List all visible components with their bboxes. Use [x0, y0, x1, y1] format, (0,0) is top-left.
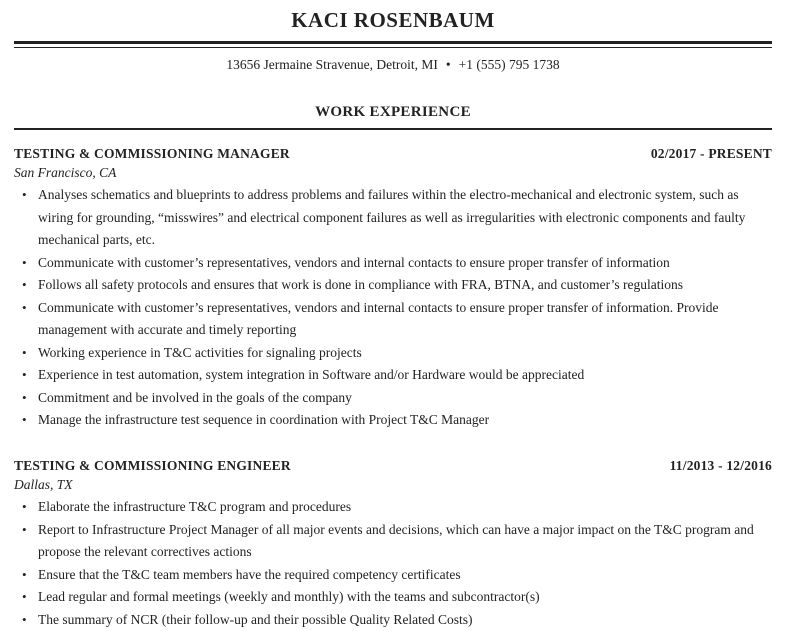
phone: +1 (555) 795 1738	[459, 57, 560, 72]
job-header	[14, 458, 772, 476]
bullet-item: • Follows all safety protocols and ensures that work is done in compliance with FRA, BTNA, and customer’s regulations	[14, 274, 772, 297]
job-entry	[14, 146, 772, 432]
section-title-work-experience: WORK EXPERIENCE	[0, 104, 786, 121]
section-rule	[14, 128, 772, 130]
bullet-item: • Analyses schematics and blueprints to address problems and failures within the electro-mechanical and electronic system, such as wiring for grounding, “misswires” and electrical component failures as well as irregularities with electronic components and faulty mechanical parts, etc.	[14, 184, 772, 252]
job-bullets	[14, 184, 772, 432]
address: 13656 Jermaine Stravenue, Detroit, MI	[226, 57, 437, 72]
bullet-item: • Report to Infrastructure Project Manager of all major events and decisions, which can have a major impact on the T&C program and propose the relevant correctives actions	[14, 519, 772, 564]
contact-separator: •	[446, 57, 451, 72]
bullet-item: • Manage the infrastructure test sequence in coordination with Project T&C Manager	[14, 409, 772, 432]
bullet-item: • Experience in test automation, system integration in Software and/or Hardware would be appreciated	[14, 364, 772, 387]
job-location: San Francisco, CA	[14, 164, 772, 182]
job-dates: 02/2017 - PRESENT	[651, 146, 772, 162]
bullet-item: • Commitment and be involved in the goals of the company	[14, 387, 772, 410]
job-location: Dallas, TX	[14, 476, 772, 494]
job-dates: 11/2013 - 12/2016	[670, 458, 772, 474]
job-title: TESTING & COMMISSIONING ENGINEER	[14, 458, 291, 474]
job-bullets	[14, 496, 772, 631]
bullet-item: • Working experience in T&C activities for signaling projects	[14, 342, 772, 365]
job-entry	[14, 458, 772, 631]
bullet-item: • The summary of NCR (their follow-up and their possible Quality Related Costs)	[14, 609, 772, 631]
candidate-name: KACI ROSENBAUM	[0, 8, 786, 33]
header-rule-thick	[14, 41, 772, 44]
bullet-item: • Ensure that the T&C team members have the required competency certificates	[14, 564, 772, 587]
bullet-item: • Communicate with customer’s representatives, vendors and internal contacts to ensure proper transfer of information	[14, 252, 772, 275]
bullet-item: • Elaborate the infrastructure T&C program and procedures	[14, 496, 772, 519]
header-rule-thin	[14, 47, 772, 48]
contact-line	[0, 57, 786, 73]
job-title: TESTING & COMMISSIONING MANAGER	[14, 146, 290, 162]
bullet-item: • Lead regular and formal meetings (weekly and monthly) with the teams and subcontractor(s)	[14, 586, 772, 609]
job-header	[14, 146, 772, 164]
bullet-item: • Communicate with customer’s representatives, vendors and internal contacts to ensure proper transfer of information. Provide management with accurate and timely reporting	[14, 297, 772, 342]
